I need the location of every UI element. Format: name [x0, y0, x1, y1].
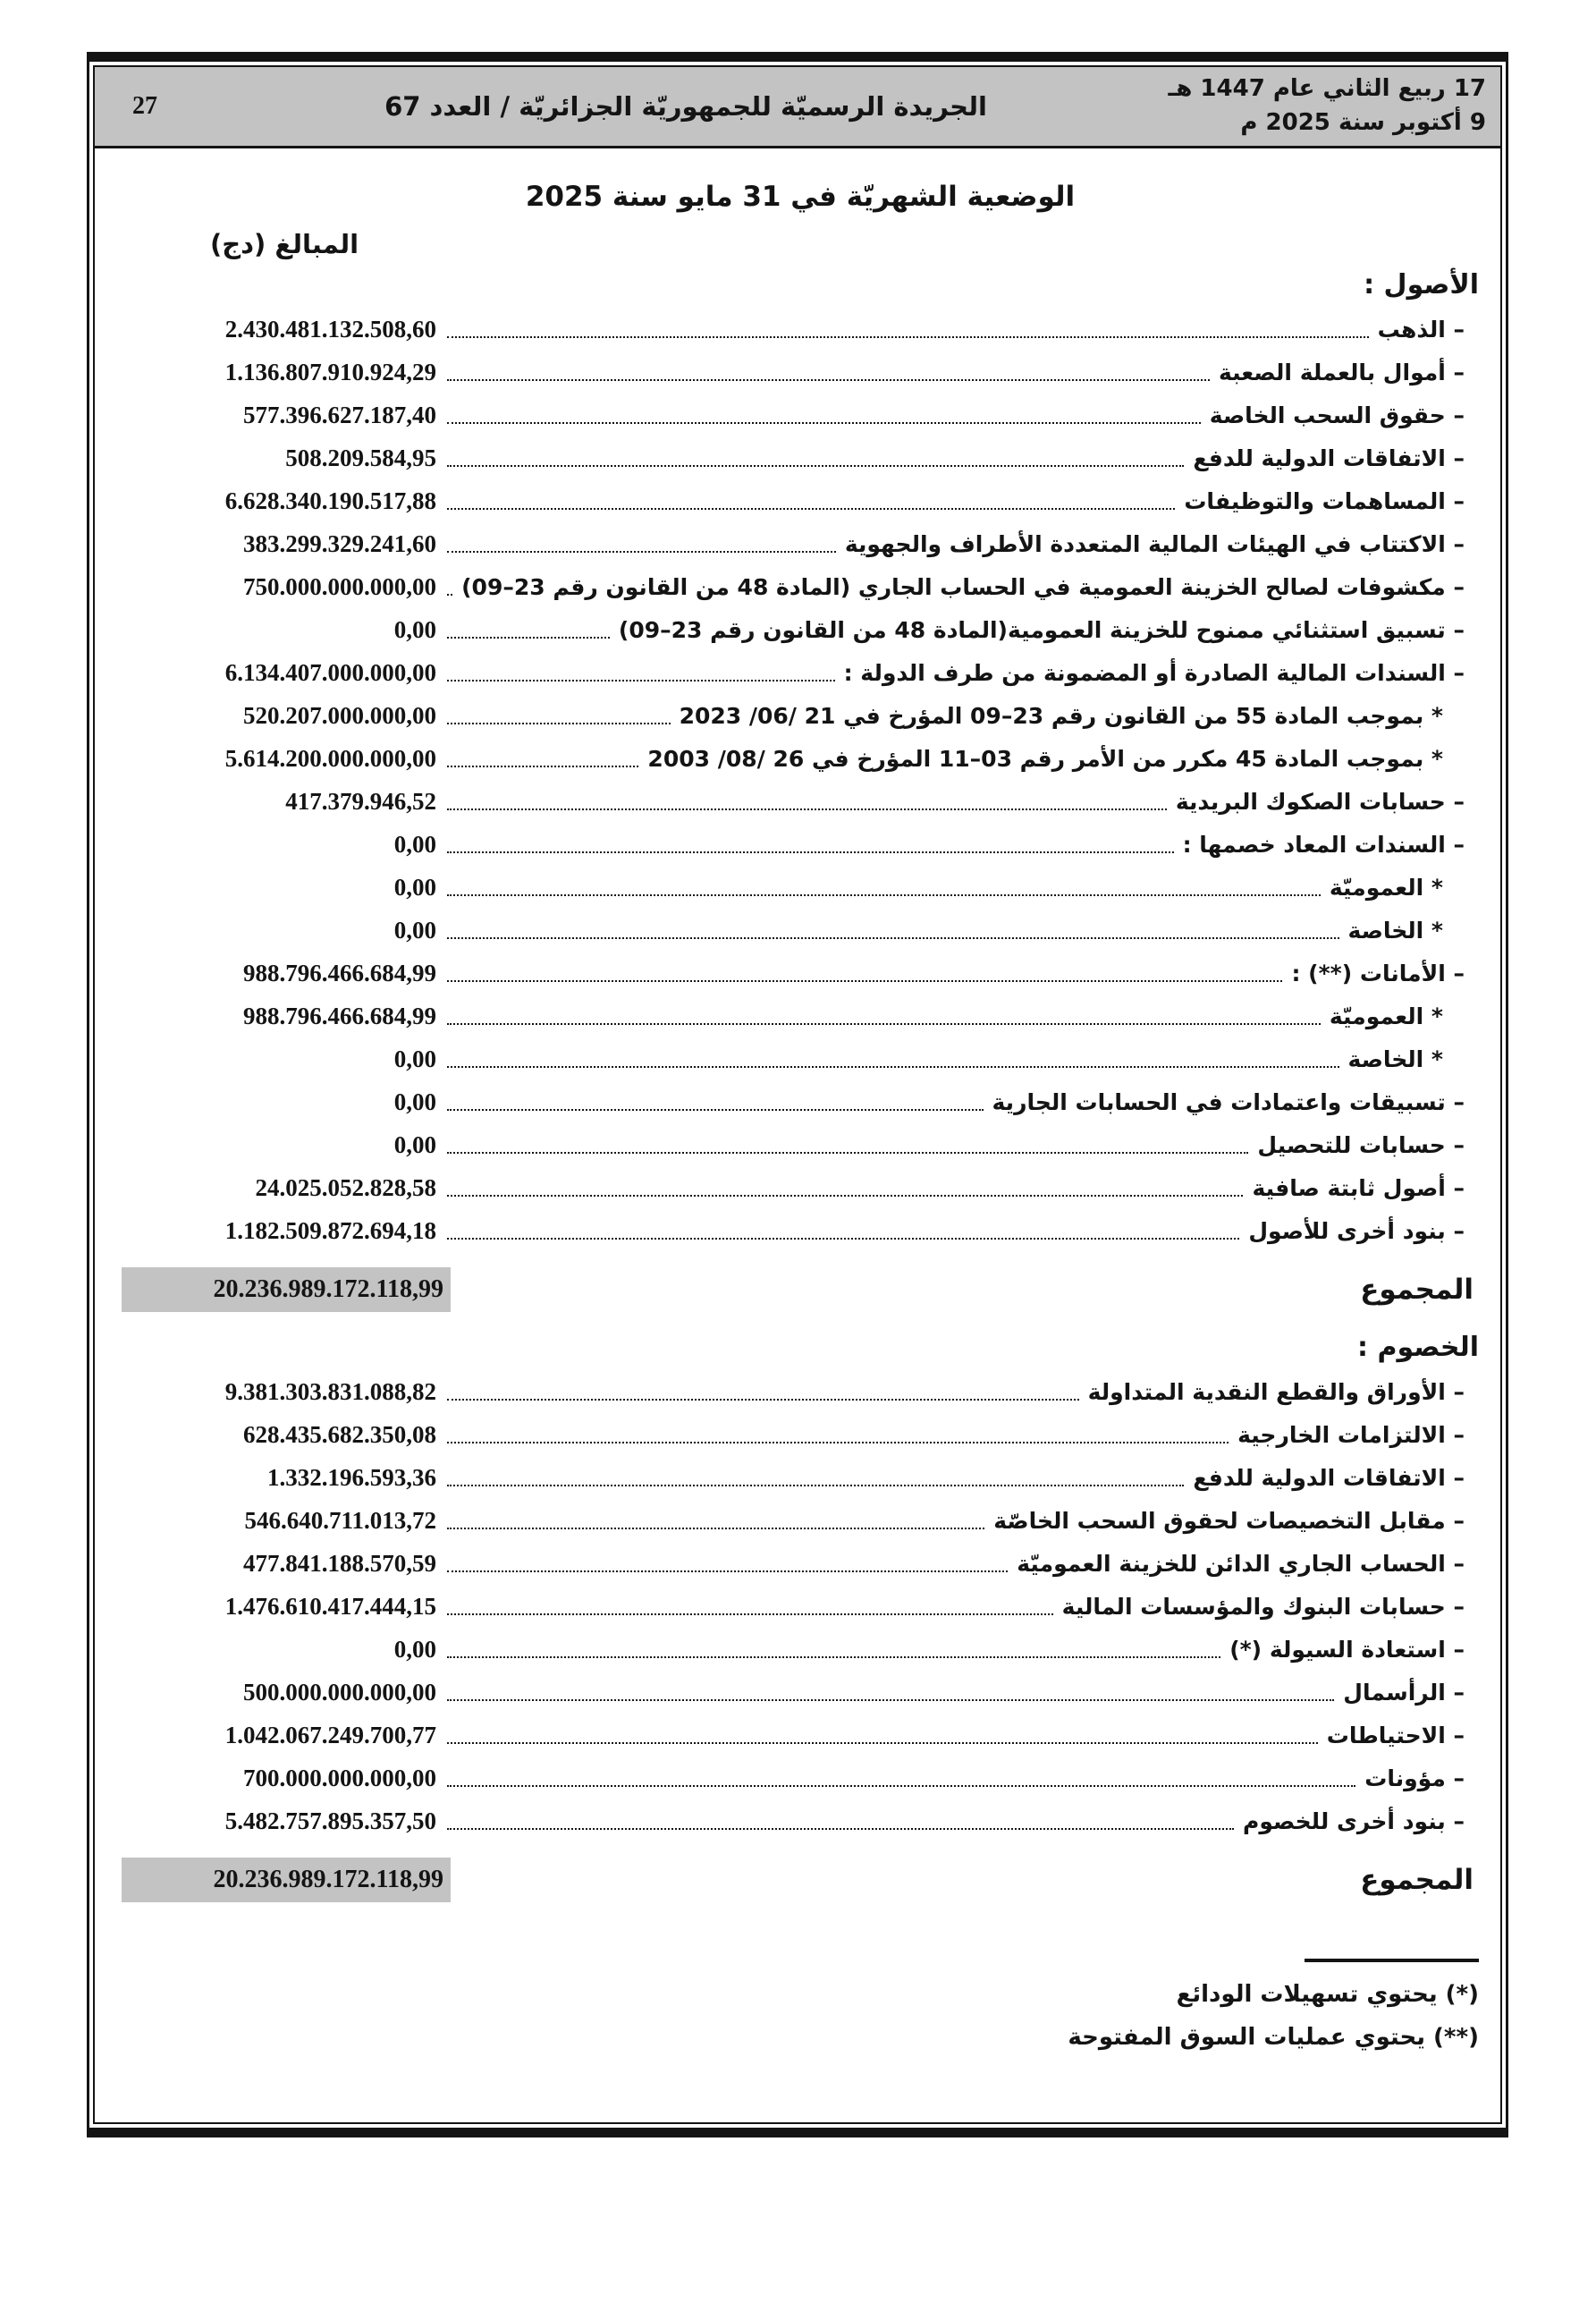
line-item-amount: 0,00	[393, 830, 436, 858]
assets-section	[122, 267, 1479, 1315]
line-item-row	[122, 1370, 1479, 1413]
line-item-amount: 1.042.067.249.700,77	[224, 1721, 436, 1748]
line-item-amount: 0,00	[393, 1635, 436, 1663]
line-item-amount: 6.628.340.190.517,88	[224, 487, 436, 514]
assets-rows	[122, 308, 1479, 1252]
dotted-leader	[447, 750, 638, 767]
dotted-leader	[447, 407, 1201, 424]
line-item-label: – حسابات الصكوك البريدية	[1175, 788, 1465, 815]
line-item-row	[122, 909, 1479, 952]
dotted-leader	[447, 1770, 1355, 1787]
date-hijri: 17 ربيع الثاني عام 1447 هـ	[1168, 75, 1486, 103]
dotted-leader	[447, 536, 836, 553]
line-item-label: * الخاصة	[1347, 1045, 1443, 1072]
line-item-label: – مقابل التخصيصات لحقوق السحب الخاصّة	[993, 1507, 1465, 1534]
line-item-row	[122, 1209, 1479, 1252]
line-item-amount: 988.796.466.684,99	[243, 1002, 436, 1029]
gazette-dates	[1125, 72, 1500, 140]
line-item-amount: 546.640.711.013,72	[244, 1506, 436, 1534]
line-item-label: – السندات المعاد خصمها :	[1182, 831, 1465, 858]
dotted-leader	[447, 1469, 1184, 1486]
dotted-leader	[447, 321, 1369, 338]
line-item-label: – الاتفاقات الدولية للدفع	[1193, 444, 1465, 471]
line-item-amount: 0,00	[393, 1130, 436, 1158]
line-item-amount: 477.841.188.570,59	[243, 1549, 436, 1577]
line-item-row	[122, 737, 1479, 780]
liabilities-total-row	[122, 1855, 1479, 1905]
dotted-leader	[447, 364, 1210, 381]
page-number: 27	[132, 92, 157, 120]
line-item-amount: 5.482.757.895.357,50	[224, 1807, 436, 1834]
line-item-label: – الاكتتاب في الهيئات المالية المتعددة الأطراف والجهوية	[844, 530, 1465, 557]
line-item-amount: 0,00	[393, 873, 436, 901]
line-item-row	[122, 1123, 1479, 1166]
line-item-amount: 750.000.000.000,00	[243, 572, 436, 600]
dotted-leader	[447, 793, 1167, 810]
amounts-column-header: المبالغ (دج)	[209, 229, 359, 259]
line-item-row	[122, 479, 1479, 522]
footnotes	[122, 1959, 1479, 2059]
line-item-label: – حقوق السحب الخاصة	[1209, 402, 1465, 428]
dotted-leader	[447, 922, 1339, 939]
line-item-label: – الأمانات (**) :	[1291, 960, 1465, 986]
line-item-label: – تسبيقات واعتمادات في الحسابات الجارية	[992, 1088, 1465, 1115]
line-item-amount: 520.207.000.000,00	[243, 701, 436, 729]
line-item-label: * بموجب المادة 55 من القانون رقم 23–09 المؤرخ في 21 /06/ 2023	[679, 702, 1443, 729]
line-item-amount: 508.209.584,95	[285, 444, 436, 471]
dotted-leader	[447, 1727, 1318, 1744]
line-item-row	[122, 1499, 1479, 1542]
dotted-leader	[447, 1384, 1079, 1401]
dotted-leader	[447, 1641, 1220, 1658]
footnote-open-market: (**) يحتوي عمليات السوق المفتوحة	[1068, 2024, 1479, 2051]
line-item-label: * بموجب المادة 45 مكرر من الأمر رقم 03–11 المؤرخ في 26 /08/ 2003	[647, 745, 1443, 772]
line-item-label: – الالتزامات الخارجية	[1237, 1421, 1465, 1448]
dotted-leader	[447, 1180, 1243, 1197]
line-item-amount: 500.000.000.000,00	[243, 1678, 436, 1706]
line-item-label: – الذهب	[1377, 316, 1465, 343]
line-item-amount: 1.476.610.417.444,15	[224, 1592, 436, 1620]
line-item-amount: 577.396.627.187,40	[243, 401, 436, 428]
line-item-amount: 9.381.303.831.088,82	[224, 1377, 436, 1405]
line-item-amount: 0,00	[393, 916, 436, 944]
line-item-amount: 24.025.052.828,58	[255, 1173, 436, 1201]
dotted-leader	[447, 1223, 1239, 1240]
gazette-title: الجريدة الرسميّة للجمهوريّة الجزائريّة / العدد 67	[384, 91, 987, 122]
dotted-leader	[447, 450, 1184, 467]
page-frame	[87, 52, 1508, 2137]
assets-total-label: المجموع	[1360, 1274, 1474, 1306]
dotted-leader	[447, 1512, 984, 1529]
line-item-label: – المساهمات والتوظيفات	[1184, 487, 1465, 514]
line-item-amount: 628.435.682.350,08	[243, 1420, 436, 1448]
assets-total-amount: 20.236.989.172.118,99	[122, 1267, 451, 1312]
line-item-label: * الخاصة	[1347, 917, 1443, 944]
line-item-label: – السندات المالية الصادرة أو المضمونة من طرف الدولة :	[843, 659, 1465, 686]
statement-body	[95, 181, 1500, 2059]
line-item-label: – الاحتياطات	[1326, 1722, 1465, 1748]
line-item-row	[122, 1542, 1479, 1585]
line-item-amount: 988.796.466.684,99	[243, 959, 436, 986]
line-item-label: – الرأسمال	[1343, 1679, 1465, 1706]
line-item-label: – بنود أخرى للخصوم	[1243, 1807, 1465, 1834]
line-item-row	[122, 608, 1479, 651]
footnote-rule	[1305, 1959, 1479, 1962]
line-item-label: – بنود أخرى للأصول	[1248, 1217, 1465, 1244]
line-item-label: – الحساب الجاري الدائن للخزينة العموميّة	[1017, 1550, 1465, 1577]
line-item-row	[122, 1456, 1479, 1499]
dotted-leader	[447, 1684, 1334, 1701]
line-item-amount: 5.614.200.000.000,00	[224, 744, 436, 772]
line-item-row	[122, 780, 1479, 823]
line-item-amount: 6.134.407.000.000,00	[224, 658, 436, 686]
assets-section-heading: الأصول :	[1364, 269, 1479, 301]
dotted-leader	[447, 1094, 984, 1111]
line-item-row	[122, 1585, 1479, 1628]
dotted-leader	[447, 1813, 1234, 1830]
line-item-label: – تسبيق استثنائي ممنوح للخزينة العمومية(المادة 48 من القانون رقم 23–09)	[618, 616, 1465, 643]
line-item-row	[122, 823, 1479, 866]
dotted-leader	[447, 1008, 1321, 1025]
line-item-row	[122, 694, 1479, 737]
line-item-row	[122, 1080, 1479, 1123]
dotted-leader	[447, 707, 671, 724]
line-item-amount: 0,00	[393, 1045, 436, 1072]
liabilities-section	[122, 1329, 1479, 1905]
line-item-amount: 0,00	[393, 615, 436, 643]
line-item-label: – أموال بالعملة الصعبة	[1218, 359, 1465, 385]
line-item-row	[122, 995, 1479, 1037]
line-item-row	[122, 651, 1479, 694]
line-item-amount: 2.430.481.132.508,60	[224, 315, 436, 343]
line-item-amount: 1.136.807.910.924,29	[224, 358, 436, 385]
assets-total-row	[122, 1265, 1479, 1315]
line-item-row	[122, 308, 1479, 351]
dotted-leader	[447, 665, 835, 681]
dotted-leader	[447, 579, 452, 596]
line-item-row	[122, 1714, 1479, 1757]
line-item-row	[122, 866, 1479, 909]
dotted-leader	[447, 1426, 1229, 1443]
line-item-label: – الأوراق والقطع النقدية المتداولة	[1087, 1378, 1465, 1405]
page-frame-inner	[93, 65, 1502, 2124]
footnote-deposits: (*) يحتوي تسهيلات الودائع	[1176, 1981, 1479, 2008]
line-item-label: * العموميّة	[1329, 874, 1443, 901]
line-item-row	[122, 565, 1479, 608]
liabilities-total-amount: 20.236.989.172.118,99	[122, 1858, 451, 1902]
dotted-leader	[447, 493, 1175, 510]
line-item-label: – حسابات للتحصيل	[1257, 1131, 1465, 1158]
liabilities-rows	[122, 1370, 1479, 1842]
line-item-amount: 1.182.509.872.694,18	[224, 1216, 436, 1244]
line-item-amount: 417.379.946,52	[285, 787, 436, 815]
line-item-row	[122, 1799, 1479, 1842]
dotted-leader	[447, 836, 1174, 853]
line-item-row	[122, 394, 1479, 436]
line-item-row	[122, 1671, 1479, 1714]
line-item-row	[122, 1757, 1479, 1799]
line-item-label: – مكشوفات لصالح الخزينة العمومية في الحساب الجاري (المادة 48 من القانون رقم 23–09)	[461, 573, 1465, 600]
dotted-leader	[447, 965, 1282, 982]
line-item-label: – استعادة السيولة (*)	[1229, 1636, 1465, 1663]
line-item-row	[122, 1413, 1479, 1456]
liabilities-section-heading: الخصوم :	[1357, 1332, 1479, 1363]
statement-title: الوضعية الشهريّة في 31 مايو سنة 2025	[525, 181, 1076, 213]
gazette-header-band	[95, 67, 1500, 148]
line-item-label: * العموميّة	[1329, 1003, 1443, 1029]
line-item-amount: 700.000.000.000,00	[243, 1764, 436, 1791]
dotted-leader	[447, 1137, 1248, 1154]
dotted-leader	[447, 1555, 1008, 1572]
line-item-row	[122, 351, 1479, 394]
line-item-row	[122, 522, 1479, 565]
line-item-amount: 383.299.329.241,60	[243, 529, 436, 557]
line-item-label: – مؤونات	[1364, 1765, 1465, 1791]
line-item-row	[122, 1166, 1479, 1209]
dotted-leader	[447, 622, 610, 639]
line-item-row	[122, 952, 1479, 995]
line-item-row	[122, 1037, 1479, 1080]
line-item-row	[122, 436, 1479, 479]
dotted-leader	[447, 1051, 1339, 1068]
line-item-amount: 1.332.196.593,36	[267, 1463, 436, 1491]
line-item-row	[122, 1628, 1479, 1671]
liabilities-total-label: المجموع	[1360, 1864, 1474, 1896]
dotted-leader	[447, 879, 1321, 896]
line-item-label: – أصول ثابتة صافية	[1252, 1174, 1465, 1201]
line-item-amount: 0,00	[393, 1088, 436, 1115]
line-item-label: – حسابات البنوك والمؤسسات المالية	[1061, 1593, 1465, 1620]
dotted-leader	[447, 1598, 1053, 1615]
line-item-label: – الاتفاقات الدولية للدفع	[1193, 1464, 1465, 1491]
date-gregorian: 9 أكتوبر سنة 2025 م	[1240, 109, 1486, 136]
